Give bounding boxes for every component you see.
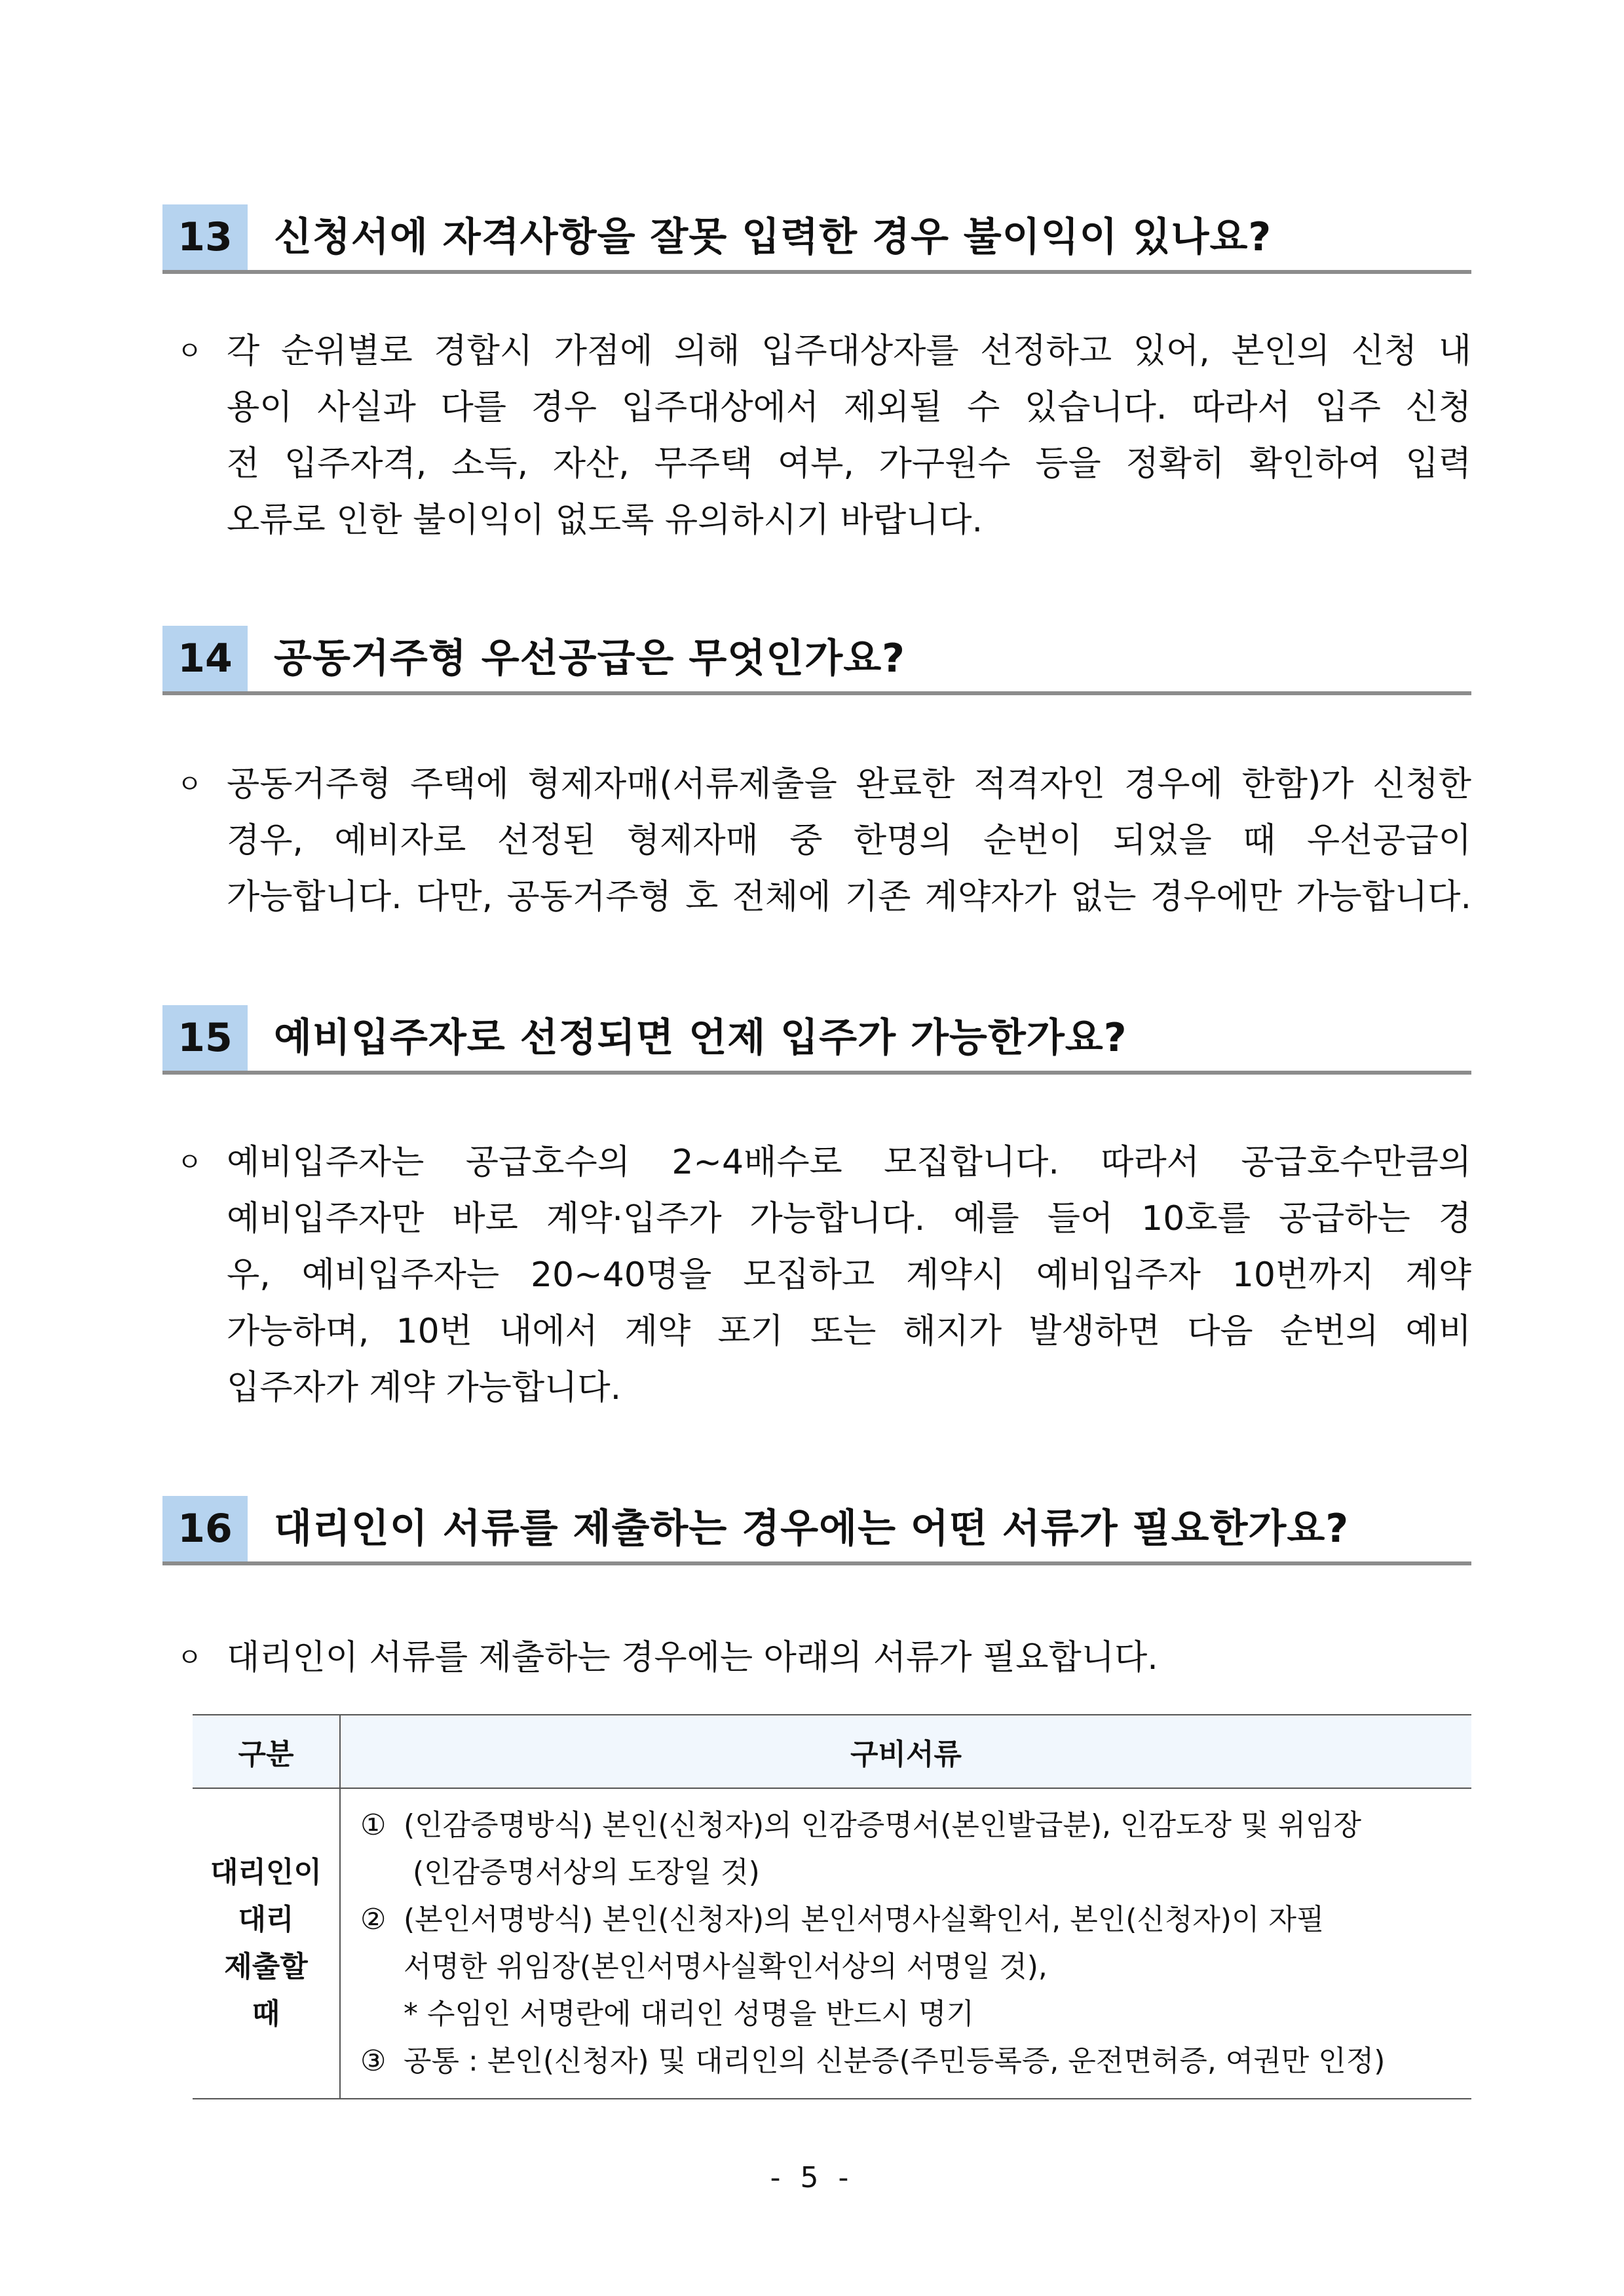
section-divider <box>162 1071 1471 1075</box>
item-number-mark: ② <box>360 1903 387 1936</box>
section-title-14: 공동거주형 우선공급은 무엇인가요? <box>274 636 905 681</box>
item-line: 공통 : 본인(신청자) 및 대리인의 신분증(주민등록증, 운전면허증, 여권만 인정) <box>404 2044 1386 2078</box>
section-number-13: 13 <box>162 204 248 270</box>
document-item <box>360 2038 1458 2085</box>
paragraph-line: 대리인이 서류를 제출하는 경우에는 아래의 서류가 필요합니다. <box>227 1638 1158 1677</box>
table-header-category: 구분 <box>193 1715 340 1788</box>
item-number-mark: ① <box>360 1808 387 1842</box>
section-title-13: 신청서에 자격사항을 잘못 입력한 경우 불이익이 있나요? <box>274 214 1272 260</box>
table-row-documents <box>340 1788 1471 2099</box>
row-label-line: 대리인이 <box>210 1856 322 1889</box>
paragraph-line: 공동거주형 주택에 형제자매(서류제출을 완료한 적격자인 경우에 한함)가 신청한 <box>227 765 1471 804</box>
paragraph-line: 가능합니다. 다만, 공동거주형 호 전체에 기존 계약자가 없는 경우에만 가능합니다. <box>227 877 1471 917</box>
item-number-mark: ③ <box>360 2044 387 2078</box>
paragraph-line: 오류로 인한 불이익이 없도록 유의하시기 바랍니다. <box>227 501 983 540</box>
bullet-mark: ㅇ <box>177 769 202 799</box>
required-documents-table <box>193 1714 1471 2099</box>
table-row <box>193 1788 1471 2099</box>
paragraph-line: 예비입주자는 공급호수의 2~4배수로 모집합니다. 따라서 공급호수만큼의 <box>227 1143 1471 1182</box>
row-label-line: 제출할 <box>224 1950 308 1983</box>
table-header-row <box>193 1715 1471 1788</box>
item-line: (인감증명방식) 본인(신청자)의 인감증명서(본인발급분), 인감도장 및 위임장 <box>404 1808 1362 1842</box>
paragraph-line: 우, 예비입주자는 20~40명을 모집하고 계약시 예비입주자 10번까지 계약 <box>227 1255 1471 1295</box>
paragraph-line: 입주자가 계약 가능합니다. <box>227 1368 622 1407</box>
section-title-15: 예비입주자로 선정되면 언제 입주가 가능한가요? <box>274 1015 1127 1061</box>
section-16-header <box>162 1496 1471 1565</box>
section-divider <box>162 691 1471 695</box>
section-13-header <box>162 204 1471 274</box>
row-label-line: 때 <box>252 1997 280 2031</box>
item-line: (인감증명서상의 도장일 것) <box>413 1856 760 1889</box>
table-row-label <box>193 1788 340 2099</box>
table-header-documents: 구비서류 <box>340 1715 1471 1788</box>
bullet-mark: ㅇ <box>177 1147 202 1177</box>
paragraph-line: 용이 사실과 다를 경우 입주대상에서 제외될 수 있습니다. 따라서 입주 신청 <box>227 388 1471 427</box>
paragraph-line: 예비입주자만 바로 계약·입주가 가능합니다. 예를 들어 10호를 공급하는 경 <box>227 1199 1471 1238</box>
section-title-16: 대리인이 서류를 제출하는 경우에는 어떤 서류가 필요한가요? <box>274 1506 1350 1552</box>
section-divider <box>162 270 1471 274</box>
section-divider <box>162 1561 1471 1565</box>
item-line: * 수임인 서명란에 대리인 성명을 반드시 명기 <box>404 1997 974 2031</box>
row-label-line: 대리 <box>238 1903 294 1936</box>
section-number-16: 16 <box>162 1496 248 1561</box>
bullet-mark: ㅇ <box>177 1643 202 1673</box>
bullet-mark: ㅇ <box>177 336 202 366</box>
document-item <box>360 1896 1458 2038</box>
paragraph-line: 가능하며, 10번 내에서 계약 포기 또는 해지가 발생하면 다음 순번의 예비 <box>227 1312 1471 1351</box>
item-line: 서명한 위임장(본인서명사실확인서상의 서명일 것), <box>404 1950 1048 1983</box>
section-14-header <box>162 626 1471 695</box>
page-number: - 5 - <box>770 2161 854 2194</box>
document-item <box>360 1802 1458 1896</box>
section-15-header <box>162 1005 1471 1075</box>
paragraph-line: 경우, 예비자로 선정된 형제자매 중 한명의 순번이 되었을 때 우선공급이 <box>227 821 1471 860</box>
item-line: (본인서명방식) 본인(신청자)의 본인서명사실확인서, 본인(신청자)이 자필 <box>404 1903 1325 1936</box>
section-number-14: 14 <box>162 626 248 691</box>
section-number-15: 15 <box>162 1005 248 1071</box>
paragraph-line: 각 순위별로 경합시 가점에 의해 입주대상자를 선정하고 있어, 본인의 신청 내 <box>227 332 1471 371</box>
paragraph-line: 전 입주자격, 소득, 자산, 무주택 여부, 가구원수 등을 정확히 확인하여 입력 <box>227 444 1471 484</box>
